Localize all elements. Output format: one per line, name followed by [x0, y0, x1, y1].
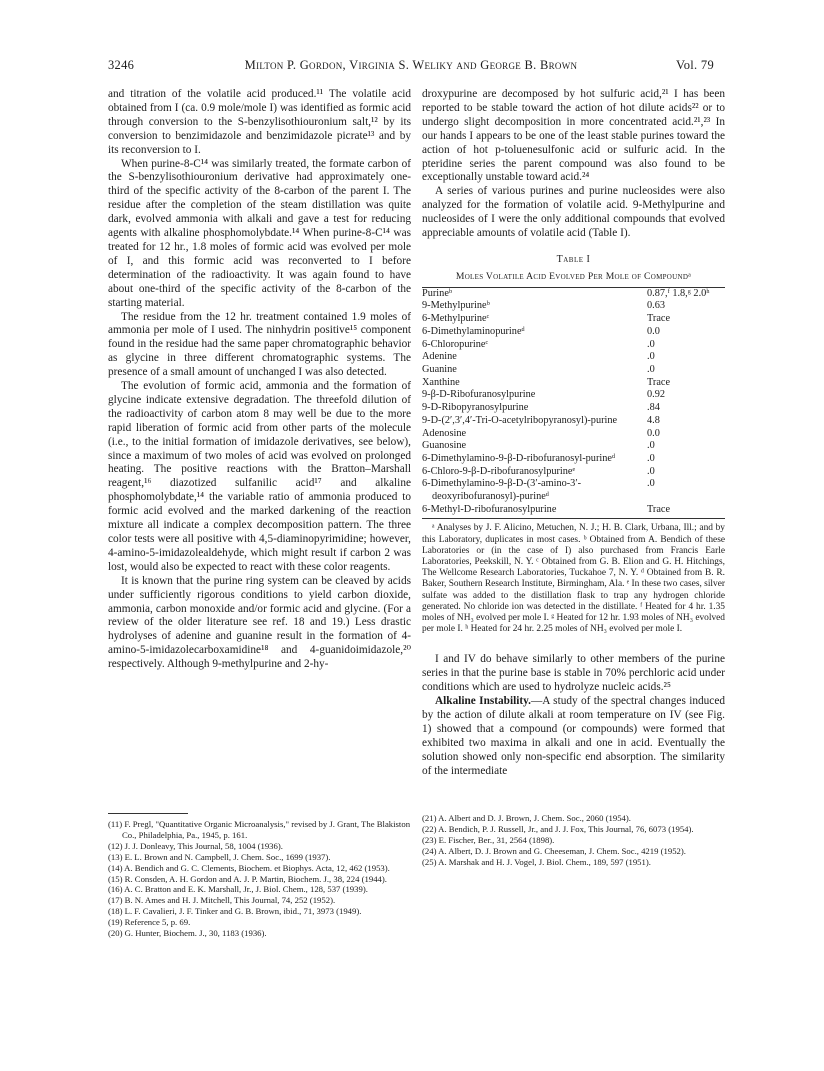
table-row [422, 504, 725, 517]
compound-name: 6-Chloro-9-β-D-ribofuranosylpurineᵉ [422, 465, 576, 477]
left-column [108, 88, 411, 672]
footnote: (16) A. C. Bratton and E. K. Marshall, Jr., J. Biol. Chem., 128, 537 (1939). [108, 884, 368, 895]
compound-name: 6-Dimethylamino-9-β-D-(3′-amino-3′-deoxyribofuranosyl)-purineᵈ [422, 478, 582, 503]
table-row [422, 440, 725, 453]
paragraph: The evolution of formic acid, ammonia and the formation of glycine indicate extensive degradation. The threefold dilution of the radioactivity of carbon atom 8 may well be due to the more rapid liberation of formic acid from other parts of the molecule (i.e., to the initial formation of imidazole derivatives, see below), since a maximum of two moles of acid was evolved on prolonged heating. The positive reactions with the Bratton–Marshall reagent,¹⁶ diazotized sulfanilic acid¹⁷ and alkaline phosphomolybdate,¹⁴ the variable ratio of ammonia produced to formic acid evolved and the marked darkening of the reaction mixture all indicate a complex decomposition pattern. The three color tests were all positive with 4,5-diaminopyrimidine; however, 4-amino-5-imidazolealdehyde, which might result if carbon 2 was lost, would also be expected to react with these color reagents. [108, 380, 411, 573]
table-row [422, 415, 725, 428]
table-row [422, 453, 725, 466]
acid-value: Trace [647, 503, 671, 515]
footnote-rule [108, 813, 188, 814]
footnote: (23) E. Fischer, Ber., 31, 2564 (1898). [422, 834, 555, 845]
paragraph: A series of various purines and purine nucleosides were also analyzed for the formation of volatile acid. 9-Methylpurine and nucleosides of I were the only additional compounds that evolved appreciable amounts of volatile acid (Table I). [422, 185, 725, 240]
table-heading: Moles Volatile Acid Evolved Per Mole of Compoundᵃ [422, 270, 725, 288]
table-row [422, 377, 725, 390]
table-row [422, 389, 725, 402]
footnote: (18) L. F. Cavalieri, J. F. Tinker and G. B. Brown, ibid., 71, 3973 (1949). [108, 906, 362, 917]
footnotes-right [422, 813, 725, 868]
paragraph: It is known that the purine ring system can be cleaved by acids under sufficiently rigorous conditions to yield carbon dioxide, ammonia, carbon monoxide and/or formic acid and glycine. (For a review of the older literature see ref. 18 and 19.) Less drastic hydrolyses of adenine and guanine result in the formation of 4-amino-5-imidazolecarboxamidine¹⁸ and 4-guanidoimidazole,²⁰ respectively. Although 9-methylpurine and 2-hy- [108, 574, 411, 671]
acid-value: .0 [647, 338, 655, 350]
compound-name: Purineᵇ [422, 287, 453, 299]
footnote: (21) A. Albert and D. J. Brown, J. Chem. Soc., 2060 (1954). [422, 813, 631, 823]
paragraph: and titration of the volatile acid produced.¹¹ The volatile acid obtained from I (ca. 0.9 mole/mole I) was identified as formic acid through conversion to the S-benzylisothiouronium salt,¹² by its conversion to benzimidazole and benzimidazole picrate¹³ and by its reconversion to I. [108, 88, 411, 156]
acid-value: Trace [647, 313, 671, 325]
compound-name: 9-D-Ribopyranosylpurine [422, 402, 529, 414]
compound-name: 6-Chloropurineᶜ [422, 338, 489, 350]
table-row [422, 288, 725, 301]
compound-name: Adenosine [422, 427, 467, 439]
acid-value: 0.87,ᶠ 1.8,ᵍ 2.0ʰ [647, 287, 710, 299]
paragraph: When purine-8-C¹⁴ was similarly treated, the formate carbon of the S-benzylisothiouronium derivative had approximately one-third of the specific activity of the 8-carbon of the parent I. The residue after the completion of the steam distillation was quite dark, evolved ammonia with alkali and gave a test for reducing agents with alkaline phosphomolybdate.¹⁴ When purine-8-C¹⁴ was treated for 12 hr., 1.8 moles of formic acid was evolved per mole of I, and this formic acid was reconverted to I before determination of the radioactivity. It was again found to have about one-third of the specific activity of the 8-carbon of the starting material. [108, 157, 411, 309]
footnote: (24) A. Albert, D. J. Brown and G. Cheeseman, J. Chem. Soc., 4219 (1952). [422, 845, 686, 856]
acid-value: 0.63 [647, 300, 666, 312]
footnote: (15) R. Consden, A. H. Gordon and A. J. P. Martin, Biochem. J., 38, 224 (1944). [108, 873, 387, 884]
acid-value: 4.8 [647, 414, 660, 426]
acid-value: .0 [647, 440, 655, 452]
table-row [422, 428, 725, 441]
table-row [422, 466, 725, 479]
compound-name: 6-Dimethylaminopurineᵈ [422, 325, 525, 337]
acid-value: .84 [647, 402, 660, 414]
compound-name: 9-D-(2′,3′,4′-Tri-O-acetylribopyranosyl)-purine [422, 414, 618, 426]
footnote: (20) G. Hunter, Biochem. J., 30, 1183 (1936). [108, 928, 267, 939]
running-title: Milton P. Gordon, Virginia S. Weliky and George B. Brown [244, 58, 578, 72]
footnote: (22) A. Bendich, P. J. Russell, Jr., and J. J. Fox, This Journal, 76, 6073 (1954). [422, 823, 694, 834]
table-row [422, 313, 725, 326]
table-notes: ᵃ Analyses by J. F. Alicino, Metuchen, N. J.; H. B. Clark, Urbana, Ill.; and by this Laboratory, duplicates in most cases. ᵇ Obtained from A. Bendich of these Laboratories or (in the case of I) also purchased from Francis Earle Laboratories, Peekskill, N. Y. ᶜ Obtained from G. B. Elion and G. H. Hitchings, The Wellcome Research Laboratories, Tuckahoe 7, N. Y. ᵈ Obtained from B. R. Baker, Southern Research Institute, Birmingham, Ala. ᵉ In these two cases, silver sulfate was added to the distillation flask to trap any hydrogen chloride generated. No chloride ion was detected in the distillate. ᶠ Heated for 4 hr. 1.35 moles of NH₃ evolved per mole I. ᵍ Heated for 12 hr. 1.93 moles of NH₃ evolved per mole I. ʰ Heated for 24 hr. 2.25 moles of NH₃ evolved per mole I. [422, 523, 725, 635]
section-heading: Alkaline Instability. [435, 695, 531, 708]
footnote: (19) Reference 5, p. 69. [108, 917, 191, 928]
compound-name: Adenine [422, 351, 457, 363]
compound-name: 6-Methylpurineᶜ [422, 313, 490, 325]
table-row [422, 300, 725, 313]
acid-value: .0 [647, 351, 655, 363]
paragraph: The residue from the 12 hr. treatment contained 1.9 moles of ammonia per mole of I used. The ninhydrin positive¹⁵ component found in the residue had the same paper chromatographic behavior as glycine in three different chromatographic systems. The presence of a small amount of unchanged I was also detected. [108, 310, 411, 379]
footnote: (11) F. Pregl, "Quantitative Organic Microanalysis," revised by J. Grant, The Blakiston Co., Philadelphia, Pa., 1945, p. 161. [108, 819, 411, 840]
table-row [422, 326, 725, 339]
compound-name: 9-Methylpurineᵇ [422, 300, 490, 312]
acid-value: .0 [647, 465, 655, 477]
acid-value: .0 [647, 364, 655, 375]
table-body [422, 288, 725, 517]
paragraph-text: —A study of the spectral changes induced by the action of dilute alkali at room temperature on IV (see Fig. 1) showed that a compound (or compounds) were formed that exhibited two maxima in alkali and one in acid. Eventually the solution showed only non-specific end absorption. The similarity of the intermediate [422, 695, 725, 777]
table-row [422, 351, 725, 364]
footnote: (12) J. J. Donleavy, This Journal, 58, 1004 (1936). [108, 840, 283, 851]
footnote: (17) B. N. Ames and H. J. Mitchell, This Journal, 74, 252 (1952). [108, 895, 336, 906]
compound-name: 6-Dimethylamino-9-β-D-ribofuranosyl-purineᵈ [422, 452, 616, 464]
table-row [422, 478, 725, 503]
table-1 [422, 253, 725, 636]
acid-value: .0 [647, 478, 655, 490]
paragraph: I and IV do behave similarly to other members of the purine series in that the purine base is stable in 70% perchloric acid under conditions which are used to hydrolyze nucleic acids.²⁵ [422, 653, 725, 694]
acid-value: .0 [647, 452, 655, 464]
acid-value: 0.92 [647, 389, 666, 401]
compound-name: Guanine [422, 364, 457, 375]
compound-name: 6-Methyl-D-ribofuranosylpurine [422, 503, 557, 515]
table-title: Table I [556, 253, 591, 265]
table-row [422, 364, 725, 377]
acid-value: 0.0 [647, 427, 660, 439]
footnote: (13) E. L. Brown and N. Campbell, J. Chem. Soc., 1699 (1937). [108, 851, 331, 862]
acid-value: 0.0 [647, 325, 660, 337]
right-column [422, 88, 725, 779]
paragraph [422, 695, 725, 778]
running-header [108, 58, 714, 76]
table-row [422, 339, 725, 352]
footnotes-left [108, 813, 411, 939]
footnote: (25) A. Marshak and H. J. Vogel, J. Biol. Chem., 189, 597 (1951). [422, 856, 651, 867]
page-number: 3246 [108, 58, 135, 72]
paragraph: droxypurine are decomposed by hot sulfuric acid,²¹ I has been reported to be stable toward the action of hot dilute acids²² or to undergo slight decomposition in more concentrated acid.²¹,²³ In our hands I appears to be one of the least stable purines toward the action of hot p-toluenesulfonic acid or sulfuric acid. In the pteridine series the parent compound was also found to be exceptionally unstable toward acid.²⁴ [422, 88, 725, 184]
acid-value: Trace [647, 376, 671, 388]
compound-name: Guanosine [422, 440, 467, 452]
compound-name: Xanthine [422, 376, 460, 388]
table-row [422, 402, 725, 415]
footnote: (14) A. Bendich and G. C. Clements, Biochem. et Biophys. Acta, 12, 462 (1953). [108, 862, 390, 873]
volume-label: Vol. 79 [676, 58, 714, 72]
compound-name: 9-β-D-Ribofuranosylpurine [422, 389, 536, 401]
table-rule [422, 518, 725, 519]
